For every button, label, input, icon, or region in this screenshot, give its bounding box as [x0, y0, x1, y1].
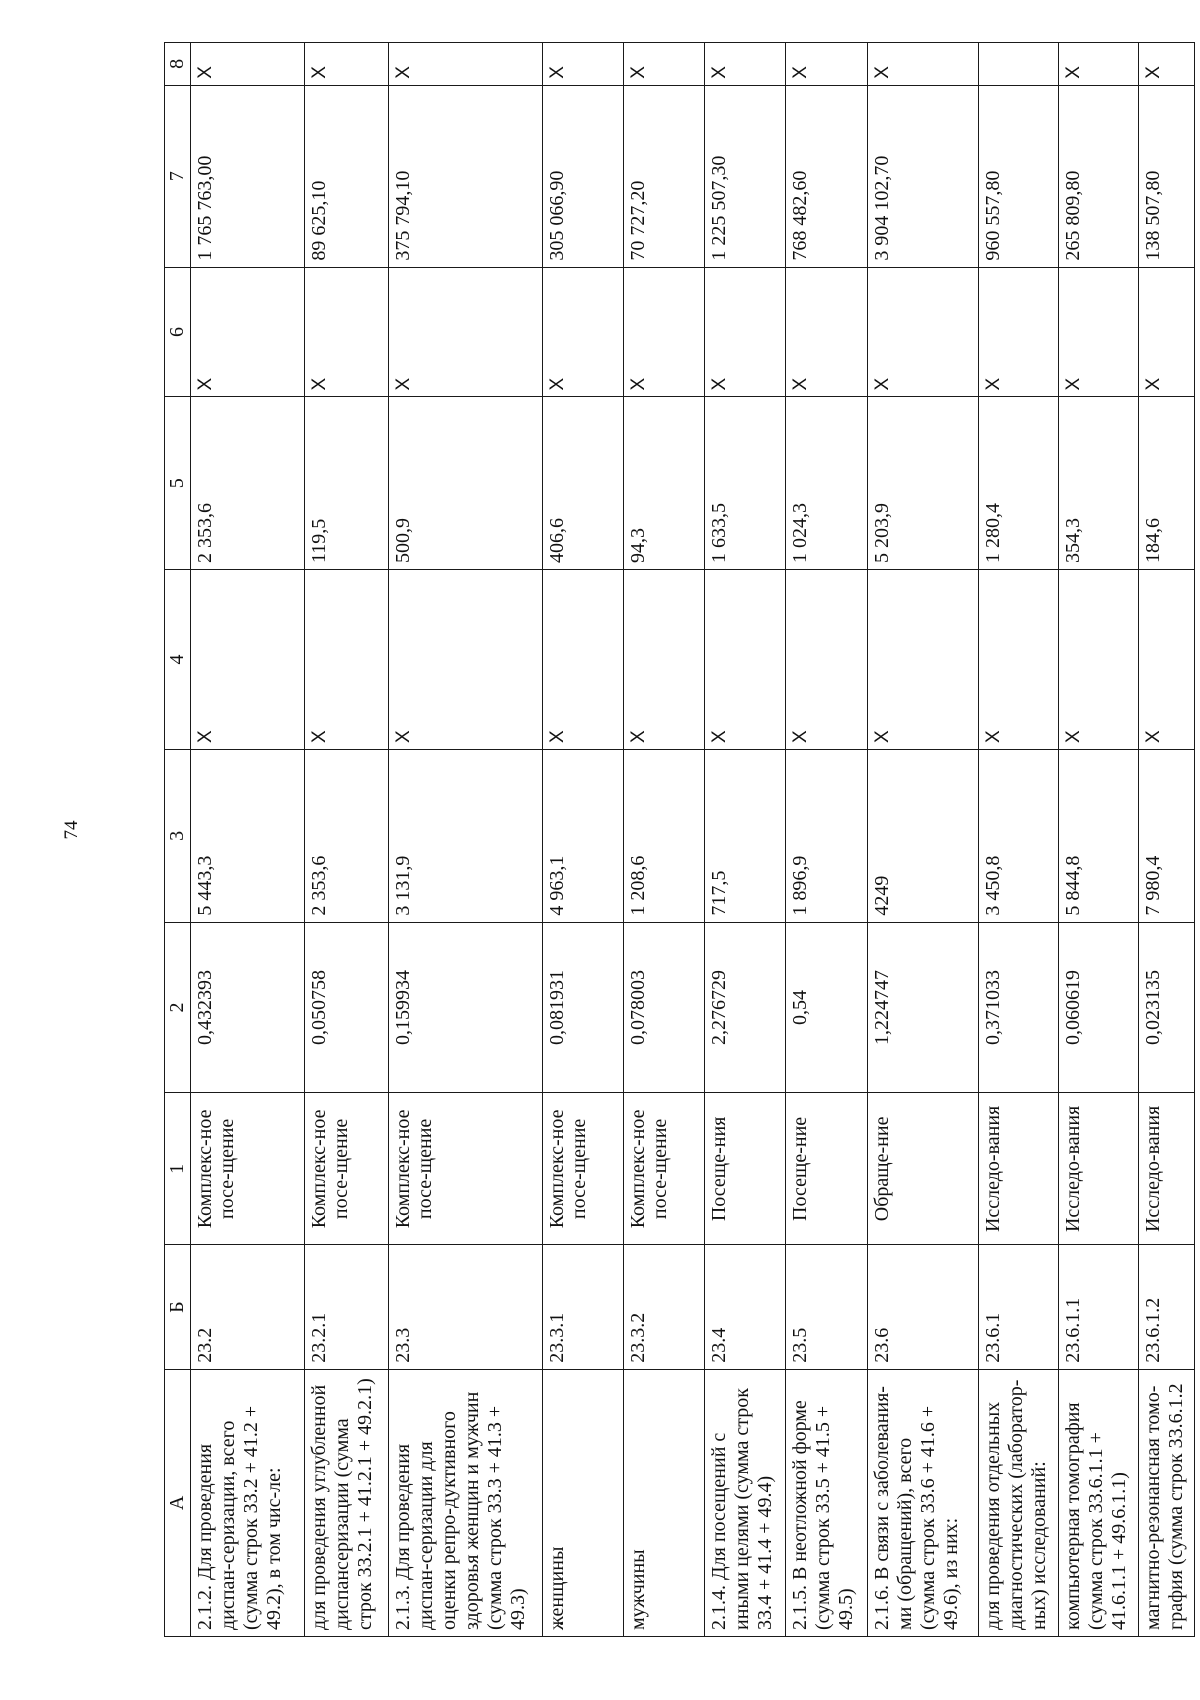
row-label-cell: для проведения отдельных диагностических (лаборатор-ных) исследований: — [978, 1369, 1058, 1636]
unit-cost-cell: 3 131,9 — [388, 750, 542, 923]
unit-cost-cell: 7 980,4 — [1139, 750, 1195, 923]
table-row — [190, 43, 304, 1637]
unit-cell: Исследо-вания — [1139, 1093, 1195, 1245]
unit-cell: Посеще-ние — [786, 1093, 867, 1245]
col4-cell: X — [978, 570, 1058, 750]
unit-cost-cell: 5 443,3 — [190, 750, 304, 923]
per-capita-cell: 1 024,3 — [786, 397, 867, 570]
table-row — [978, 43, 1058, 1637]
header-cell-b: Б — [165, 1245, 191, 1369]
row-code-cell: 23.3.1 — [542, 1245, 623, 1369]
row-code-cell: 23.5 — [786, 1245, 867, 1369]
header-cell-8: 8 — [165, 43, 191, 86]
row-code-cell: 23.6.1.1 — [1059, 1245, 1139, 1369]
per-capita-cell: 94,3 — [623, 397, 704, 570]
table-row — [867, 43, 978, 1637]
per-capita-cell: 406,6 — [542, 397, 623, 570]
col6-cell: X — [623, 267, 704, 397]
norm-volume-cell: 0,432393 — [190, 922, 304, 1093]
row-code-cell: 23.2 — [190, 1245, 304, 1369]
total-cost-cell: 1 225 507,30 — [705, 85, 786, 267]
norm-volume-cell: 0,060619 — [1059, 922, 1139, 1093]
row-code-cell: 23.3.2 — [623, 1245, 704, 1369]
per-capita-cell: 119,5 — [305, 397, 388, 570]
unit-cell: Посеще-ния — [705, 1093, 786, 1245]
unit-cost-cell: 717,5 — [705, 750, 786, 923]
total-cost-cell: 265 809,80 — [1059, 85, 1139, 267]
header-cell-1: 1 — [165, 1093, 191, 1245]
header-cell-7: 7 — [165, 85, 191, 267]
col6-cell: X — [1059, 267, 1139, 397]
unit-cell: Исследо-вания — [978, 1093, 1058, 1245]
row-label-cell: мужчины — [623, 1369, 704, 1636]
col8-cell: X — [388, 43, 542, 86]
unit-cell: Обраще-ние — [867, 1093, 978, 1245]
header-cell-a: А — [165, 1369, 191, 1636]
col4-cell: X — [786, 570, 867, 750]
row-code-cell: 23.6.1.2 — [1139, 1245, 1195, 1369]
row-label-cell: 2.1.6. В связи с заболевания-ми (обращений), всего (сумма строк 33.6 + 41.6 + 49.6), из них: — [867, 1369, 978, 1636]
norm-volume-cell: 2,276729 — [705, 922, 786, 1093]
unit-cost-cell: 2 353,6 — [305, 750, 388, 923]
col6-cell: X — [1139, 267, 1195, 397]
header-cell-4: 4 — [165, 570, 191, 750]
norm-volume-cell: 0,159934 — [388, 922, 542, 1093]
unit-cost-cell: 5 844,8 — [1059, 750, 1139, 923]
table-row — [705, 43, 786, 1637]
norm-volume-cell: 0,050758 — [305, 922, 388, 1093]
norm-volume-cell: 1,224747 — [867, 922, 978, 1093]
header-cell-6: 6 — [165, 267, 191, 397]
per-capita-cell: 1 633,5 — [705, 397, 786, 570]
col4-cell: X — [190, 570, 304, 750]
col6-cell: X — [542, 267, 623, 397]
norm-volume-cell: 0,54 — [786, 922, 867, 1093]
col4-cell: X — [705, 570, 786, 750]
norm-volume-cell: 0,371033 — [978, 922, 1058, 1093]
row-code-cell: 23.3 — [388, 1245, 542, 1369]
col8-cell: X — [623, 43, 704, 86]
col8-cell: X — [786, 43, 867, 86]
row-label-cell: для проведения углубленной диспансеризации (сумма строк 33.2.1 + 41.2.1 + 49.2.1) — [305, 1369, 388, 1636]
row-label-cell: 2.1.3. Для проведения диспан-серизации для оценки репро-дуктивного здоровья женщин и мужчин (сумма строк 33.3 + 41.3 + 49.3) — [388, 1369, 542, 1636]
total-cost-cell: 3 904 102,70 — [867, 85, 978, 267]
header-cell-2: 2 — [165, 922, 191, 1093]
header-cell-5: 5 — [165, 397, 191, 570]
total-cost-cell: 960 557,80 — [978, 85, 1058, 267]
col4-cell: X — [1139, 570, 1195, 750]
total-cost-cell: 138 507,80 — [1139, 85, 1195, 267]
table-row — [786, 43, 867, 1637]
per-capita-cell: 354,3 — [1059, 397, 1139, 570]
row-label-cell: компьютерная томография (сумма строк 33.6.1.1 + 41.6.1.1 + 49.6.1.1) — [1059, 1369, 1139, 1636]
total-cost-cell: 305 066,90 — [542, 85, 623, 267]
unit-cost-cell: 4 963,1 — [542, 750, 623, 923]
norm-volume-cell: 0,023135 — [1139, 922, 1195, 1093]
unit-cost-cell: 3 450,8 — [978, 750, 1058, 923]
col4-cell: X — [1059, 570, 1139, 750]
tariff-table-rotated — [164, 42, 1195, 1637]
col8-cell: X — [1139, 43, 1195, 86]
col6-cell: X — [388, 267, 542, 397]
unit-cell: Комплекс-ное посе-щение — [388, 1093, 542, 1245]
unit-cell: Комплекс-ное посе-щение — [305, 1093, 388, 1245]
col6-cell: X — [786, 267, 867, 397]
col4-cell: X — [867, 570, 978, 750]
col6-cell: X — [190, 267, 304, 397]
unit-cell: Исследо-вания — [1059, 1093, 1139, 1245]
norm-volume-cell: 0,081931 — [542, 922, 623, 1093]
col8-cell: X — [190, 43, 304, 86]
row-label-cell: 2.1.4. Для посещений с иными целями (сумма строк 33.4 + 41.4 + 49.4) — [705, 1369, 786, 1636]
row-code-cell: 23.4 — [705, 1245, 786, 1369]
table-row — [1139, 43, 1195, 1637]
unit-cell: Комплекс-ное посе-щение — [623, 1093, 704, 1245]
row-label-cell: 2.1.2. Для проведения диспан-серизации, всего (сумма строк 33.2 + 41.2 + 49.2), в том чис-ле: — [190, 1369, 304, 1636]
row-code-cell: 23.6.1 — [978, 1245, 1058, 1369]
per-capita-cell: 184,6 — [1139, 397, 1195, 570]
header-cell-3: 3 — [165, 750, 191, 923]
col6-cell: X — [867, 267, 978, 397]
col6-cell: X — [978, 267, 1058, 397]
row-code-cell: 23.2.1 — [305, 1245, 388, 1369]
per-capita-cell: 500,9 — [388, 397, 542, 570]
unit-cost-cell: 1 896,9 — [786, 750, 867, 923]
total-cost-cell: 768 482,60 — [786, 85, 867, 267]
col4-cell: X — [305, 570, 388, 750]
table-row — [542, 43, 623, 1637]
total-cost-cell: 89 625,10 — [305, 85, 388, 267]
col8-cell: X — [867, 43, 978, 86]
unit-cell: Комплекс-ное посе-щение — [190, 1093, 304, 1245]
row-code-cell: 23.6 — [867, 1245, 978, 1369]
col8-cell: X — [1059, 43, 1139, 86]
row-label-cell: магнитно-резонансная томо-графия (сумма строк 33.6.1.2 — [1139, 1369, 1195, 1636]
col8-cell — [978, 43, 1058, 86]
tariff-table — [164, 42, 1195, 1637]
col8-cell: X — [542, 43, 623, 86]
col6-cell: X — [305, 267, 388, 397]
header-row — [165, 43, 191, 1637]
unit-cell: Комплекс-ное посе-щение — [542, 1093, 623, 1245]
col4-cell: X — [623, 570, 704, 750]
table-row — [1059, 43, 1139, 1637]
total-cost-cell: 1 765 763,00 — [190, 85, 304, 267]
col6-cell: X — [705, 267, 786, 397]
per-capita-cell: 1 280,4 — [978, 397, 1058, 570]
col8-cell: X — [705, 43, 786, 86]
unit-cost-cell: 1 208,6 — [623, 750, 704, 923]
table-row — [623, 43, 704, 1637]
table-row — [388, 43, 542, 1637]
page-number: 74 — [61, 820, 82, 840]
row-label-cell: женщины — [542, 1369, 623, 1636]
col4-cell: X — [388, 570, 542, 750]
total-cost-cell: 70 727,20 — [623, 85, 704, 267]
unit-cost-cell: 4249 — [867, 750, 978, 923]
col8-cell: X — [305, 43, 388, 86]
col4-cell: X — [542, 570, 623, 750]
per-capita-cell: 5 203,9 — [867, 397, 978, 570]
table-row — [305, 43, 388, 1637]
per-capita-cell: 2 353,6 — [190, 397, 304, 570]
norm-volume-cell: 0,078003 — [623, 922, 704, 1093]
row-label-cell: 2.1.5. В неотложной форме (сумма строк 33.5 + 41.5 + 49.5) — [786, 1369, 867, 1636]
total-cost-cell: 375 794,10 — [388, 85, 542, 267]
